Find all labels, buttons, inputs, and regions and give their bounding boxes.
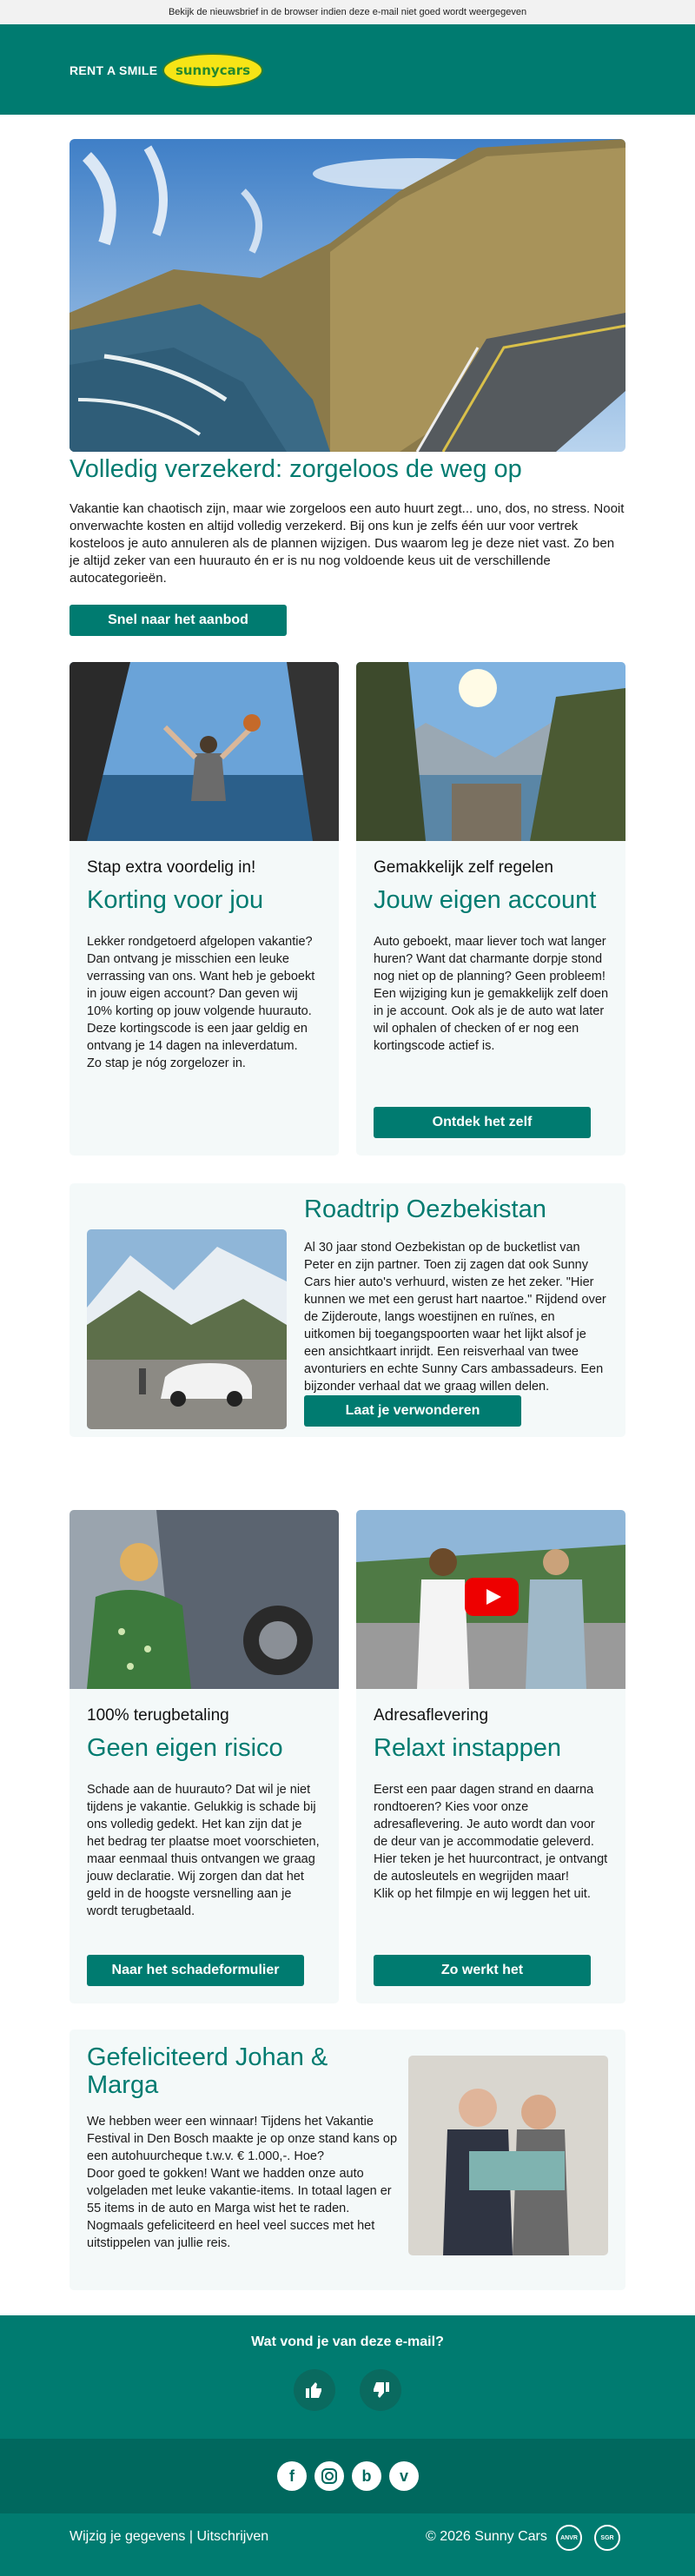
card-delivery-video[interactable]: [356, 1510, 626, 1689]
damage-form-button[interactable]: Naar het schadeformulier: [87, 1955, 304, 1986]
card-risk: [70, 1510, 339, 2003]
wonder-button[interactable]: Laat je verwonderen: [304, 1395, 521, 1427]
browser-view-notice[interactable]: Bekijk de nieuwsbrief in de browser indien deze e-mail niet goed wordt weergegeven: [0, 0, 695, 24]
footer-links: [70, 2529, 268, 2545]
roadtrip-image[interactable]: [87, 1229, 287, 1429]
card-discount-image: [70, 662, 339, 841]
card-risk-title: Geen eigen risico: [87, 1734, 283, 1762]
thumbs-up-icon[interactable]: [294, 2369, 335, 2411]
card-discount: [70, 662, 339, 1156]
footer-separator: |: [189, 2529, 194, 2544]
blog-icon[interactable]: b: [352, 2461, 381, 2491]
card-risk-kicker: 100% terugbetaling: [87, 1706, 229, 1725]
facebook-icon[interactable]: f: [277, 2461, 307, 2491]
play-icon[interactable]: [465, 1578, 519, 1616]
how-it-works-button[interactable]: Zo werkt het: [374, 1955, 591, 1986]
feedback-bar: [0, 2315, 695, 2439]
card-account-title: Jouw eigen account: [374, 886, 597, 914]
winner-title: Gefeliciteerd Johan & Marga: [87, 2043, 328, 2099]
sgr-badge: SGR: [594, 2525, 620, 2551]
winner-section: [70, 2030, 626, 2290]
roadtrip-title: Roadtrip Oezbekistan: [304, 1195, 546, 1223]
card-discount-title: Korting voor jou: [87, 886, 264, 914]
unsubscribe-link[interactable]: Uitschrijven: [196, 2529, 269, 2544]
instagram-icon[interactable]: [314, 2461, 344, 2491]
hero-image[interactable]: [70, 139, 626, 452]
card-risk-body: Schade aan de huurauto? Dat wil je niet tijdens je vakantie. Gelukkig is schade bij ons volledig gedekt. Het kan zijn dat je het bedrag ter plaatse moet voorschieten, maar eenmaal thuis ontvangen we graag jouw declaratie. Wij zorgen dan dat het geld in de hoogste versnelling aan je wordt terugbetaald.: [87, 1783, 320, 1918]
card-account: [356, 662, 626, 1156]
card-account-body: Auto geboekt, maar liever toch wat langer huren? Want dat charmante dorpje stond nog niet op de planning? Geen probleem! Een wijziging kun je gemakkelijk zelf doen in je account. Ook als je de auto wat later wil ophalen of checken of er nog een kortingscode actief is.: [374, 935, 609, 1053]
card-discount-body: Lekker rondgetoerd afgelopen vakantie? Dan ontvang je misschien een leuke verrassing van ons. Want heb je geboekt in jouw eigen account? Dan geven wij 10% korting op jouw volgende huurauto. Deze kortingscode is een jaar geldig en ontvang je 14 dagen na inleverdatum. Zo stap je nóg zorgelozer in.: [87, 935, 315, 1070]
vimeo-icon[interactable]: v: [389, 2461, 419, 2491]
roadtrip-body: Al 30 jaar stond Oezbekistan op de bucketlist van Peter en zijn partner. Toen zij zagen dat ook Sunny Cars hier auto's verhuurd, wisten ze het zeker. "Hier kunnen we met een gerust hart naartoe." Rijdend over de Zijderoute, langs woestijnen en ruïnes, en uitkomen bij toegangspoorten waar het lijkt alsof je een ansichtkaart inrijdt. Een reisverhaal van twee avonturiers en echte Sunny Cars ambassadeurs. Een bijzonder verhaal dat we graag willen delen.: [304, 1241, 606, 1394]
hero-body: Vakantie kan chaotisch zijn, maar wie zorgeloos een auto huurt zegt... uno, dos, no stress. Nooit onverwachte kosten en altijd volledig verzekerd. Bij ons kun je zelfs één uur voor vertrek kosteloos je auto annuleren als de plannen wijzigen. Dus waarom leg je deze niet vast. Zo ben je altijd zeker van een huurauto én er is nu nog voldoende keus uit de verschillende autocategorieën.: [70, 501, 625, 586]
discover-button[interactable]: Ontdek het zelf: [374, 1107, 591, 1138]
tagline: RENT A SMILE: [70, 63, 158, 77]
card-delivery-kicker: Adresaflevering: [374, 1706, 489, 1725]
feedback-question: Wat vond je van deze e-mail?: [251, 2334, 444, 2349]
sunnycars-logo[interactable]: [162, 53, 263, 88]
card-account-image: [356, 662, 626, 841]
change-details-link[interactable]: Wijzig je gegevens: [70, 2529, 186, 2544]
logo-text: sunnycars: [175, 63, 251, 78]
footer: [0, 2513, 695, 2576]
winner-body: We hebben weer een winnaar! Tijdens het Vakantie Festival in Den Bosch maakte je op onze stand kans op een autohuurcheque t.w.v. € 1.000,-. Hoe? Door goed te gokken! Want we hadden onze auto volgeladen met leuke vakantie-items. In totaal lagen er 55 items in de auto en Marga wist het te raden. Nogmaals gefeliciteerd en heel veel succes met het uitstippelen van jullie reis.: [87, 2115, 398, 2250]
card-risk-image: [70, 1510, 339, 1689]
card-account-kicker: Gemakkelijk zelf regelen: [374, 858, 553, 877]
header-bar: [0, 24, 695, 115]
anvr-badge: ANVR: [556, 2525, 582, 2551]
copyright: © 2026 Sunny Cars: [426, 2529, 547, 2544]
winner-image: [408, 2056, 608, 2255]
card-delivery: [356, 1510, 626, 2003]
thumbs-down-icon[interactable]: [360, 2369, 401, 2411]
offer-button[interactable]: Snel naar het aanbod: [70, 605, 287, 636]
roadtrip-section: [70, 1183, 626, 1437]
social-bar: [0, 2439, 695, 2513]
card-delivery-body: Eerst een paar dagen strand en daarna rondtoeren? Kies voor onze adresaflevering. Je auto wordt dan voor de deur van je accommodatie geleverd. Hier teken je het huurcontract, je ontvangt de autosleutels en wegrijden maar! Klik op het filmpje en wij leggen het uit.: [374, 1783, 608, 1901]
card-delivery-title: Relaxt instappen: [374, 1734, 562, 1762]
card-discount-kicker: Stap extra voordelig in!: [87, 858, 256, 877]
hero-title: Volledig verzekerd: zorgeloos de weg op: [70, 455, 522, 483]
